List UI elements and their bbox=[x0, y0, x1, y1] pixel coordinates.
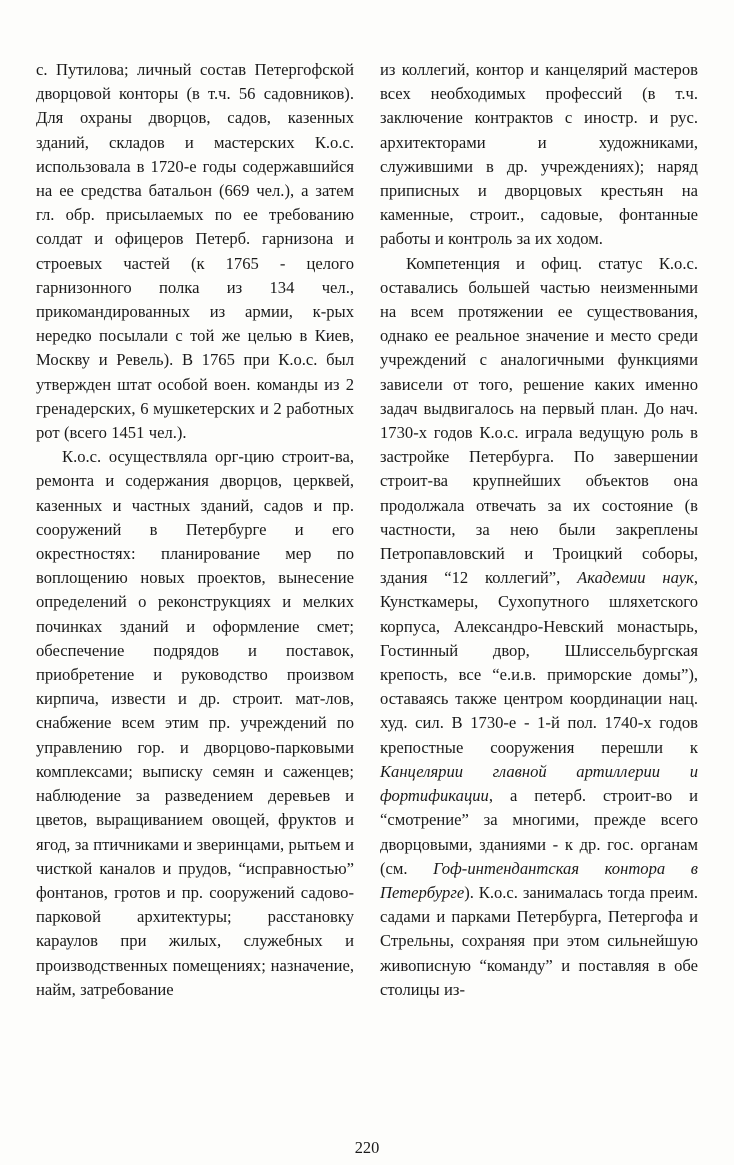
page-number: 220 bbox=[354, 1138, 380, 1157]
paragraph bbox=[380, 252, 698, 1002]
paragraph bbox=[380, 58, 698, 252]
paragraph bbox=[36, 58, 354, 445]
text-run: из коллегий, контор и канцелярий мастеров всех необходимых профессий (в т.ч. заключение контрактов с иностр. и рус. архитекторами и художниками, служившими в др. учреждениях); наряд приписных и дворцовых крестьян на каменные, строит., садовые, фонтанные работы и контроль за их ходом. bbox=[380, 60, 698, 249]
italic-term: Гоф-интендантская контора в Петербурге bbox=[380, 858, 698, 902]
paragraph bbox=[36, 445, 354, 1002]
text-run: с. Путилова; личный состав Петергофской дворцовой конторы (в т.ч. 56 садовников). Для охраны дворцов, садов, казенных зданий, складов и мастерских К.о.с. использовала в 1720-е годы содержавшийся на ее средства батальон (669 чел.), а затем гл. обр. присылаемых по ее требованию солдат и офицеров Петерб. гарнизона и строевых частей (к 1765 - целого гарнизонного полка из 134 чел., прикомандированных из армии, к-рых нередко посылали с той же целью в Киев, Москву и Ревель). В 1765 при К.о.с. был утвержден штат особой воен. команды из 2 гренадерских, 6 мушкетерских и 2 работных рот (всего 1451 чел.). bbox=[36, 60, 354, 443]
text-run: , а петерб. строит-во и “смотрение” за многими, прежде всего дворцовыми, зданиями - к др. гос. органам (см. bbox=[380, 786, 698, 878]
text-run: Компетенция и офиц. статус К.о.с. оставались большей частью неизменными на всем протяжении ее существования, однако ее реальное значение и место среди учреждений с аналогичными функциями зависели от того, решение каких именно задач выдвигалось на первый план. До нач. 1730-х годов К.о.с. играла ведущую роль в застройке Петербурга. По завершении строит-ва крупнейших объектов она продолжала отвечать за их состояние (в частности, за нею были закреплены Петропавловский и Троицкий соборы, здания “12 коллегий”, bbox=[380, 253, 698, 588]
text-run: К.о.с. осуществляла орг-цию строит-ва, ремонта и содержания дворцов, церквей, казенных и частных зданий, садов и пр. сооружений в Петербурге и его окрестностях: планирование мер по воплощению новых проектов, вынесение определений о реконструкциях и мелких починках зданий и оформление смет; обеспечение подрядов и поставок, приобретение и руководство произвом кирпича, извести и др. строит. мат-лов, снабжение всем этим пр. учреждений по управлению гор. и дворцово-парковыми комплексами; выписку семян и саженцев; наблюдение за разведением деревьев и цветов, выращиванием овощей, фруктов и ягод, за птичниками и зверинцами, рытьем и чисткой каналов и прудов, “исправностью” фонтанов, гротов и пр. сооружений садово-парковой архитектуры; расстановку караулов при жилых, служебных и производственных помещениях; назначение, найм, затребование bbox=[36, 447, 354, 999]
two-column-text-body bbox=[36, 58, 698, 1002]
italic-term: Канцелярии главной артиллерии и фортификации bbox=[380, 761, 698, 806]
italic-term: Академии наук bbox=[577, 568, 694, 588]
left-text-column bbox=[36, 58, 354, 1002]
right-text-column bbox=[380, 58, 698, 1002]
text-run: ). К.о.с. занималась тогда преим. садами и парками Петербурга, Петергофа и Стрельны, сохраняя при этом сильнейшую живописную “команду” и поставляя в обе столицы из- bbox=[380, 882, 698, 999]
text-run: , Кунсткамеры, Сухопутного шляхетского корпуса, Александро-Невский монастырь, Гостинный двор, Шлиссельбургская крепость, все “е.и.в. приморские домы”), оставаясь также центром координации нац. худ. сил. В 1730-е - 1-й пол. 1740-х годов крепостные сооружения перешли к bbox=[380, 568, 698, 757]
